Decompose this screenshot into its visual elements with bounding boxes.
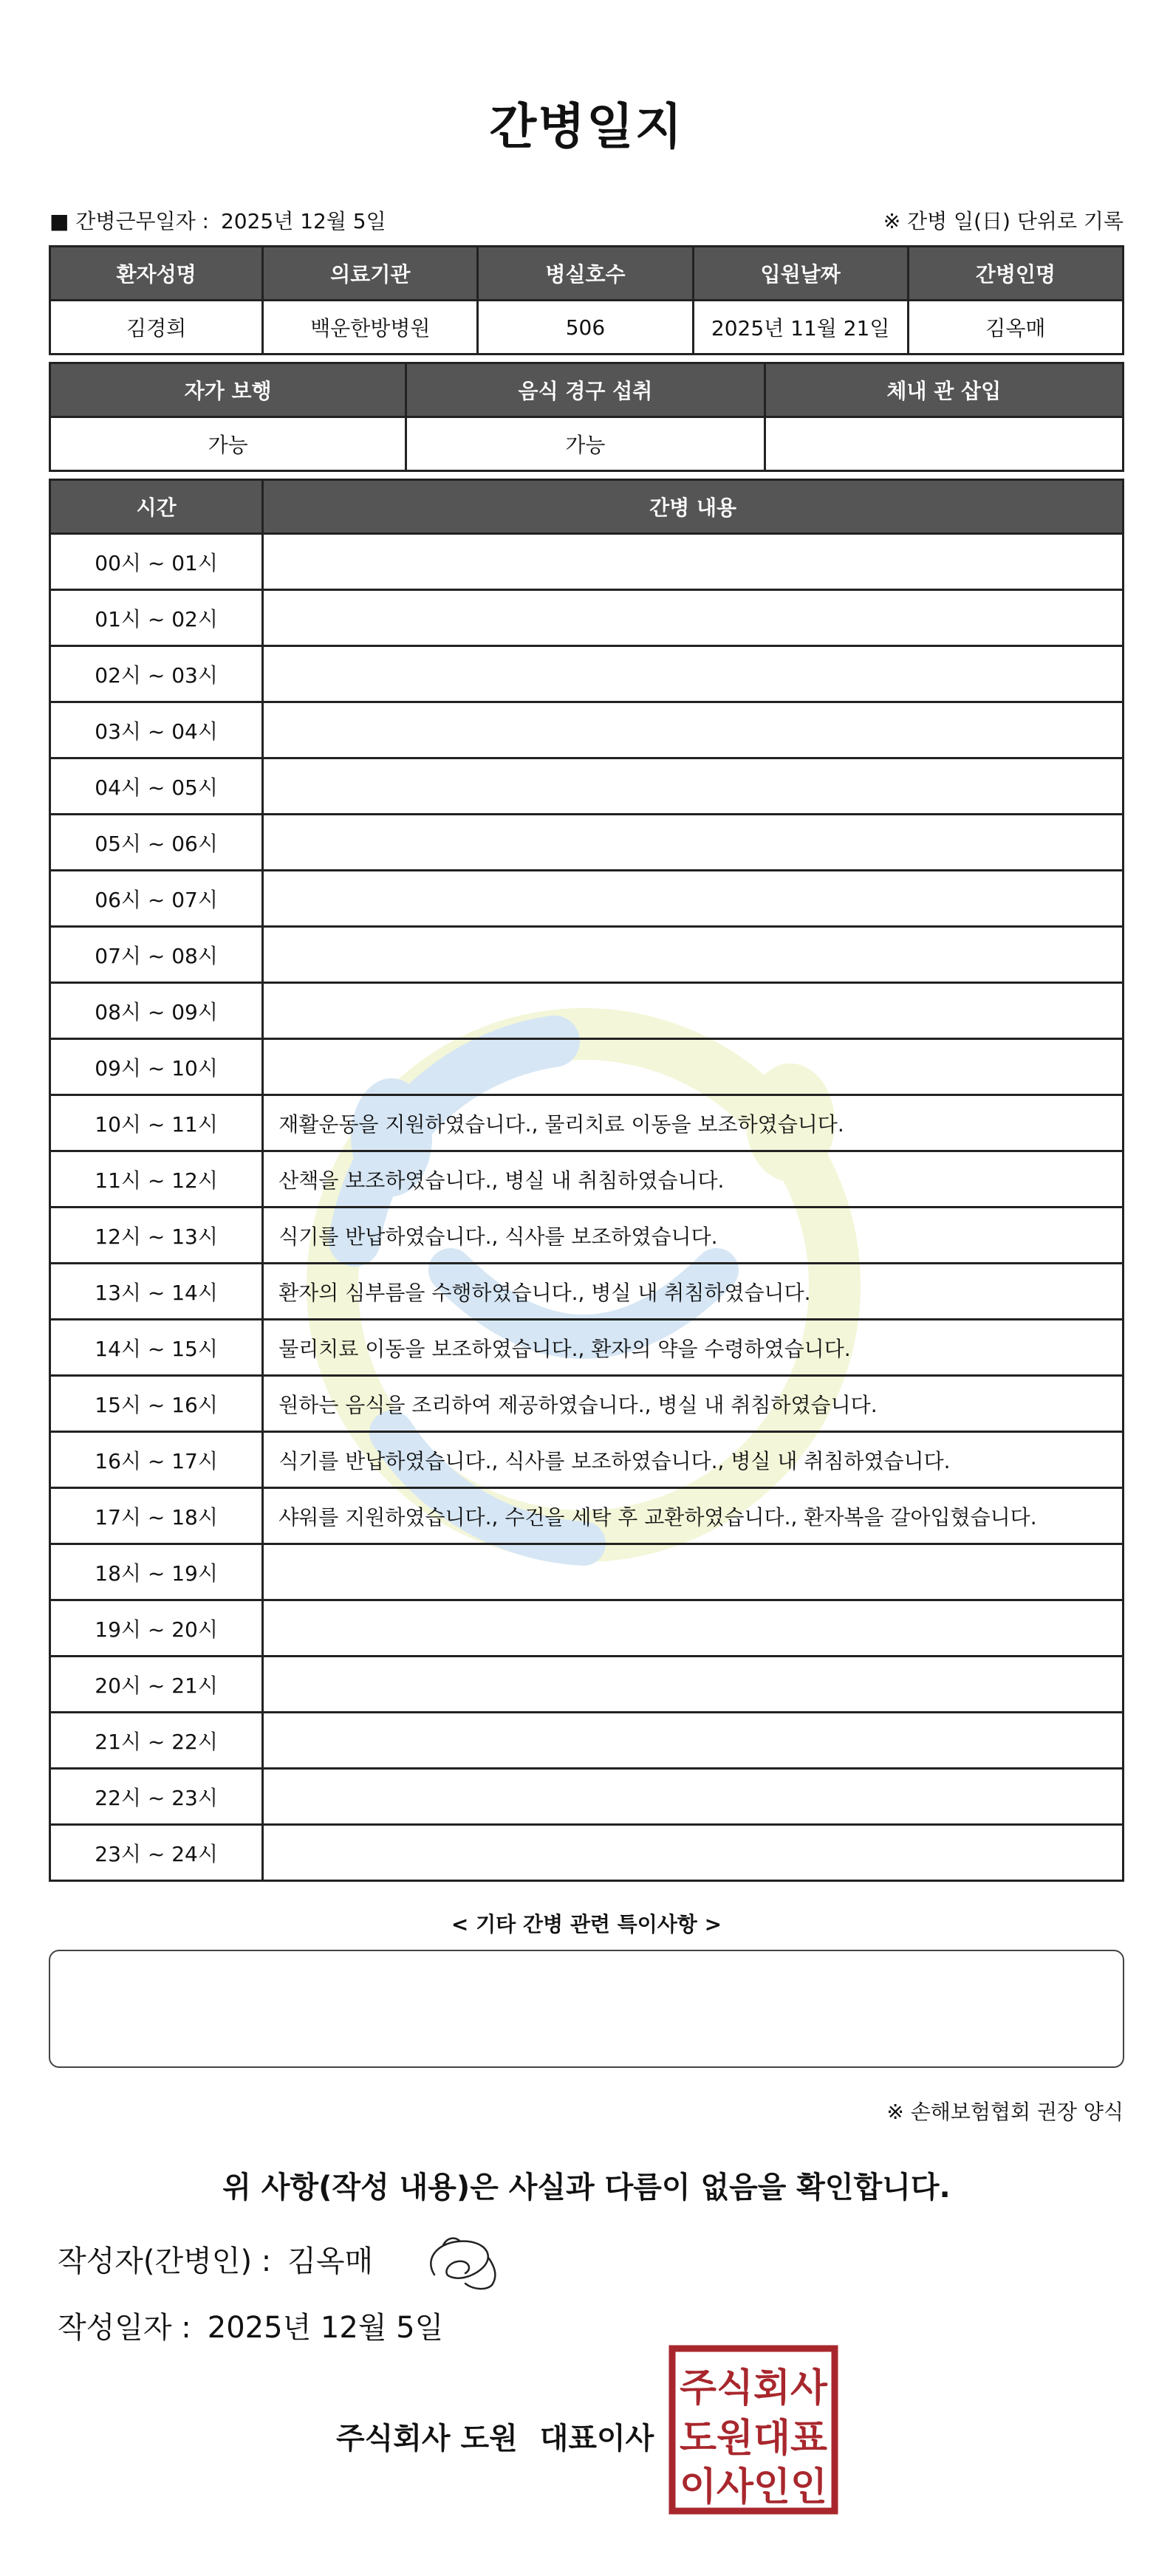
svg-text:주식회사: 주식회사 <box>680 2366 828 2411</box>
room-number-value: 506 <box>479 301 694 355</box>
care-log-body <box>49 535 1124 1882</box>
care-log-content <box>264 1713 1124 1770</box>
care-log-content: 환자의 심부름을 수행하였습니다., 병실 내 취침하였습니다. <box>264 1264 1124 1320</box>
care-log-content <box>264 984 1124 1040</box>
care-log-time: 09시 ~ 10시 <box>49 1040 264 1096</box>
care-log-time: 02시 ~ 03시 <box>49 647 264 703</box>
care-log-row <box>49 703 1124 759</box>
care-log-row <box>49 1713 1124 1770</box>
writer-line <box>58 2238 373 2280</box>
care-log-time: 22시 ~ 23시 <box>49 1770 264 1826</box>
admission-date-value: 2025년 11월 21일 <box>694 301 909 355</box>
care-log-content: 산책을 보조하였습니다., 병실 내 취침하였습니다. <box>264 1152 1124 1208</box>
patient-status-value-row <box>49 418 1124 472</box>
care-log-row <box>49 984 1124 1040</box>
company-seal-stamp <box>668 2345 838 2515</box>
care-log-content: 식기를 반납하였습니다., 식사를 보조하였습니다. <box>264 1208 1124 1264</box>
care-log-row <box>49 1320 1124 1377</box>
care-log-content: 식기를 반납하였습니다., 식사를 보조하였습니다., 병실 내 취침하였습니다. <box>264 1433 1124 1489</box>
care-log-row <box>49 1096 1124 1152</box>
care-log-content <box>264 535 1124 591</box>
care-log-time: 04시 ~ 05시 <box>49 759 264 815</box>
remarks-box <box>49 1950 1124 2068</box>
care-log-time: 20시 ~ 21시 <box>49 1657 264 1713</box>
care-log-row <box>49 1657 1124 1713</box>
care-log-content <box>264 1040 1124 1096</box>
care-log-row <box>49 1264 1124 1320</box>
care-log-row <box>49 1208 1124 1264</box>
care-log-content <box>264 759 1124 815</box>
care-log-row <box>49 1826 1124 1882</box>
record-unit-note: ※ 간병 일(日) 단위로 기록 <box>883 209 1124 233</box>
care-log-content <box>264 591 1124 647</box>
company-signatory <box>336 2415 654 2457</box>
confirmation-statement: 위 사항(작성 내용)은 사실과 다름이 없음을 확인합니다. <box>222 2171 951 2205</box>
written-date-value: 2025년 12월 5일 <box>207 2311 444 2345</box>
care-log-time: 14시 ~ 15시 <box>49 1320 264 1377</box>
room-number-header: 병실호수 <box>479 245 694 301</box>
written-date-label: 작성일자 : <box>58 2311 191 2345</box>
tube-insertion-header: 체내 관 삽입 <box>766 362 1124 418</box>
patient-name-header: 환자성명 <box>49 245 264 301</box>
signature <box>421 2230 502 2297</box>
care-log-content <box>264 1657 1124 1713</box>
care-log-row <box>49 1601 1124 1657</box>
care-log-content <box>264 703 1124 759</box>
care-log-row <box>49 1770 1124 1826</box>
tube-insertion-value <box>766 418 1124 472</box>
svg-text:도원대표: 도원대표 <box>680 2416 827 2461</box>
care-content-header: 간병 내용 <box>264 479 1124 535</box>
care-log-time: 05시 ~ 06시 <box>49 815 264 871</box>
oral-intake-value: 가능 <box>407 418 765 472</box>
care-log-row <box>49 871 1124 928</box>
care-log-time: 10시 ~ 11시 <box>49 1096 264 1152</box>
care-log-content: 샤워를 지원하였습니다., 수건을 세탁 후 교환하였습니다., 환자복을 갈아입혔습니다. <box>264 1489 1124 1545</box>
association-note: ※ 손해보험협회 권장 양식 <box>886 2100 1124 2124</box>
care-log-time: 03시 ~ 04시 <box>49 703 264 759</box>
care-log-header-row <box>49 479 1124 535</box>
hospital-value: 백운한방병원 <box>264 301 479 355</box>
care-log-content <box>264 1826 1124 1882</box>
written-date-line <box>58 2304 443 2346</box>
oral-intake-header: 음식 경구 섭취 <box>407 362 765 418</box>
patient-status-header-row <box>49 362 1124 418</box>
care-log-time: 11시 ~ 12시 <box>49 1152 264 1208</box>
care-log-time: 06시 ~ 07시 <box>49 871 264 928</box>
writer-name: 김옥매 <box>287 2244 374 2278</box>
care-log-time: 15시 ~ 16시 <box>49 1377 264 1433</box>
care-log-time: 21시 ~ 22시 <box>49 1713 264 1770</box>
care-log-time: 00시 ~ 01시 <box>49 535 264 591</box>
care-log-row <box>49 1433 1124 1489</box>
care-log-row <box>49 1377 1124 1433</box>
care-log-row <box>49 759 1124 815</box>
remarks-title: < 기타 간병 관련 특이사항 > <box>451 1912 722 1936</box>
care-log-table <box>49 479 1124 1882</box>
care-log-row <box>49 815 1124 871</box>
patient-info-table <box>49 245 1124 355</box>
caregiver-name-header: 간병인명 <box>909 245 1124 301</box>
care-log-time: 19시 ~ 20시 <box>49 1601 264 1657</box>
patient-info-header-row <box>49 245 1124 301</box>
care-log-row <box>49 1152 1124 1208</box>
care-log-time: 08시 ~ 09시 <box>49 984 264 1040</box>
care-log-row <box>49 647 1124 703</box>
care-log-content: 원하는 음식을 조리하여 제공하였습니다., 병실 내 취침하였습니다. <box>264 1377 1124 1433</box>
care-log-row <box>49 591 1124 647</box>
document-title: 간병일지 <box>489 98 684 155</box>
care-log-time: 13시 ~ 14시 <box>49 1264 264 1320</box>
hospital-header: 의료기관 <box>264 245 479 301</box>
care-log-time: 23시 ~ 24시 <box>49 1826 264 1882</box>
work-date-value: 2025년 12월 5일 <box>220 209 386 233</box>
patient-name-value: 김경희 <box>49 301 264 355</box>
care-log-time: 18시 ~ 19시 <box>49 1545 264 1601</box>
care-log-time: 07시 ~ 08시 <box>49 928 264 984</box>
care-log-time: 01시 ~ 02시 <box>49 591 264 647</box>
care-log-content <box>264 1601 1124 1657</box>
company-ceo-title: 대표이사 <box>539 2422 654 2456</box>
care-log-content <box>264 1770 1124 1826</box>
care-log-content <box>264 647 1124 703</box>
care-log-row <box>49 1489 1124 1545</box>
work-date <box>49 205 386 235</box>
walking-value: 가능 <box>49 418 407 472</box>
care-log-row <box>49 535 1124 591</box>
company-name: 주식회사 도원 <box>336 2422 518 2456</box>
care-log-content <box>264 871 1124 928</box>
care-log-time: 12시 ~ 13시 <box>49 1208 264 1264</box>
care-log-content <box>264 815 1124 871</box>
care-log-content: 재활운동을 지원하였습니다., 물리치료 이동을 보조하였습니다. <box>264 1096 1124 1152</box>
patient-status-table <box>49 362 1124 472</box>
walking-header: 자가 보행 <box>49 362 407 418</box>
care-log-time: 17시 ~ 18시 <box>49 1489 264 1545</box>
writer-label: 작성자(간병인) : <box>58 2244 272 2278</box>
care-log-row <box>49 928 1124 984</box>
care-log-content: 물리치료 이동을 보조하였습니다., 환자의 약을 수령하였습니다. <box>264 1320 1124 1377</box>
care-log-row <box>49 1545 1124 1601</box>
svg-text:이사인인: 이사인인 <box>680 2465 827 2510</box>
caregiver-name-value: 김옥매 <box>909 301 1124 355</box>
care-log-row <box>49 1040 1124 1096</box>
work-date-label: ■ 간병근무일자 : <box>49 209 209 233</box>
care-log-time: 16시 ~ 17시 <box>49 1433 264 1489</box>
care-log-content <box>264 928 1124 984</box>
admission-date-header: 입원날짜 <box>694 245 909 301</box>
patient-info-value-row <box>49 301 1124 355</box>
time-header: 시간 <box>49 479 264 535</box>
care-log-content <box>264 1545 1124 1601</box>
